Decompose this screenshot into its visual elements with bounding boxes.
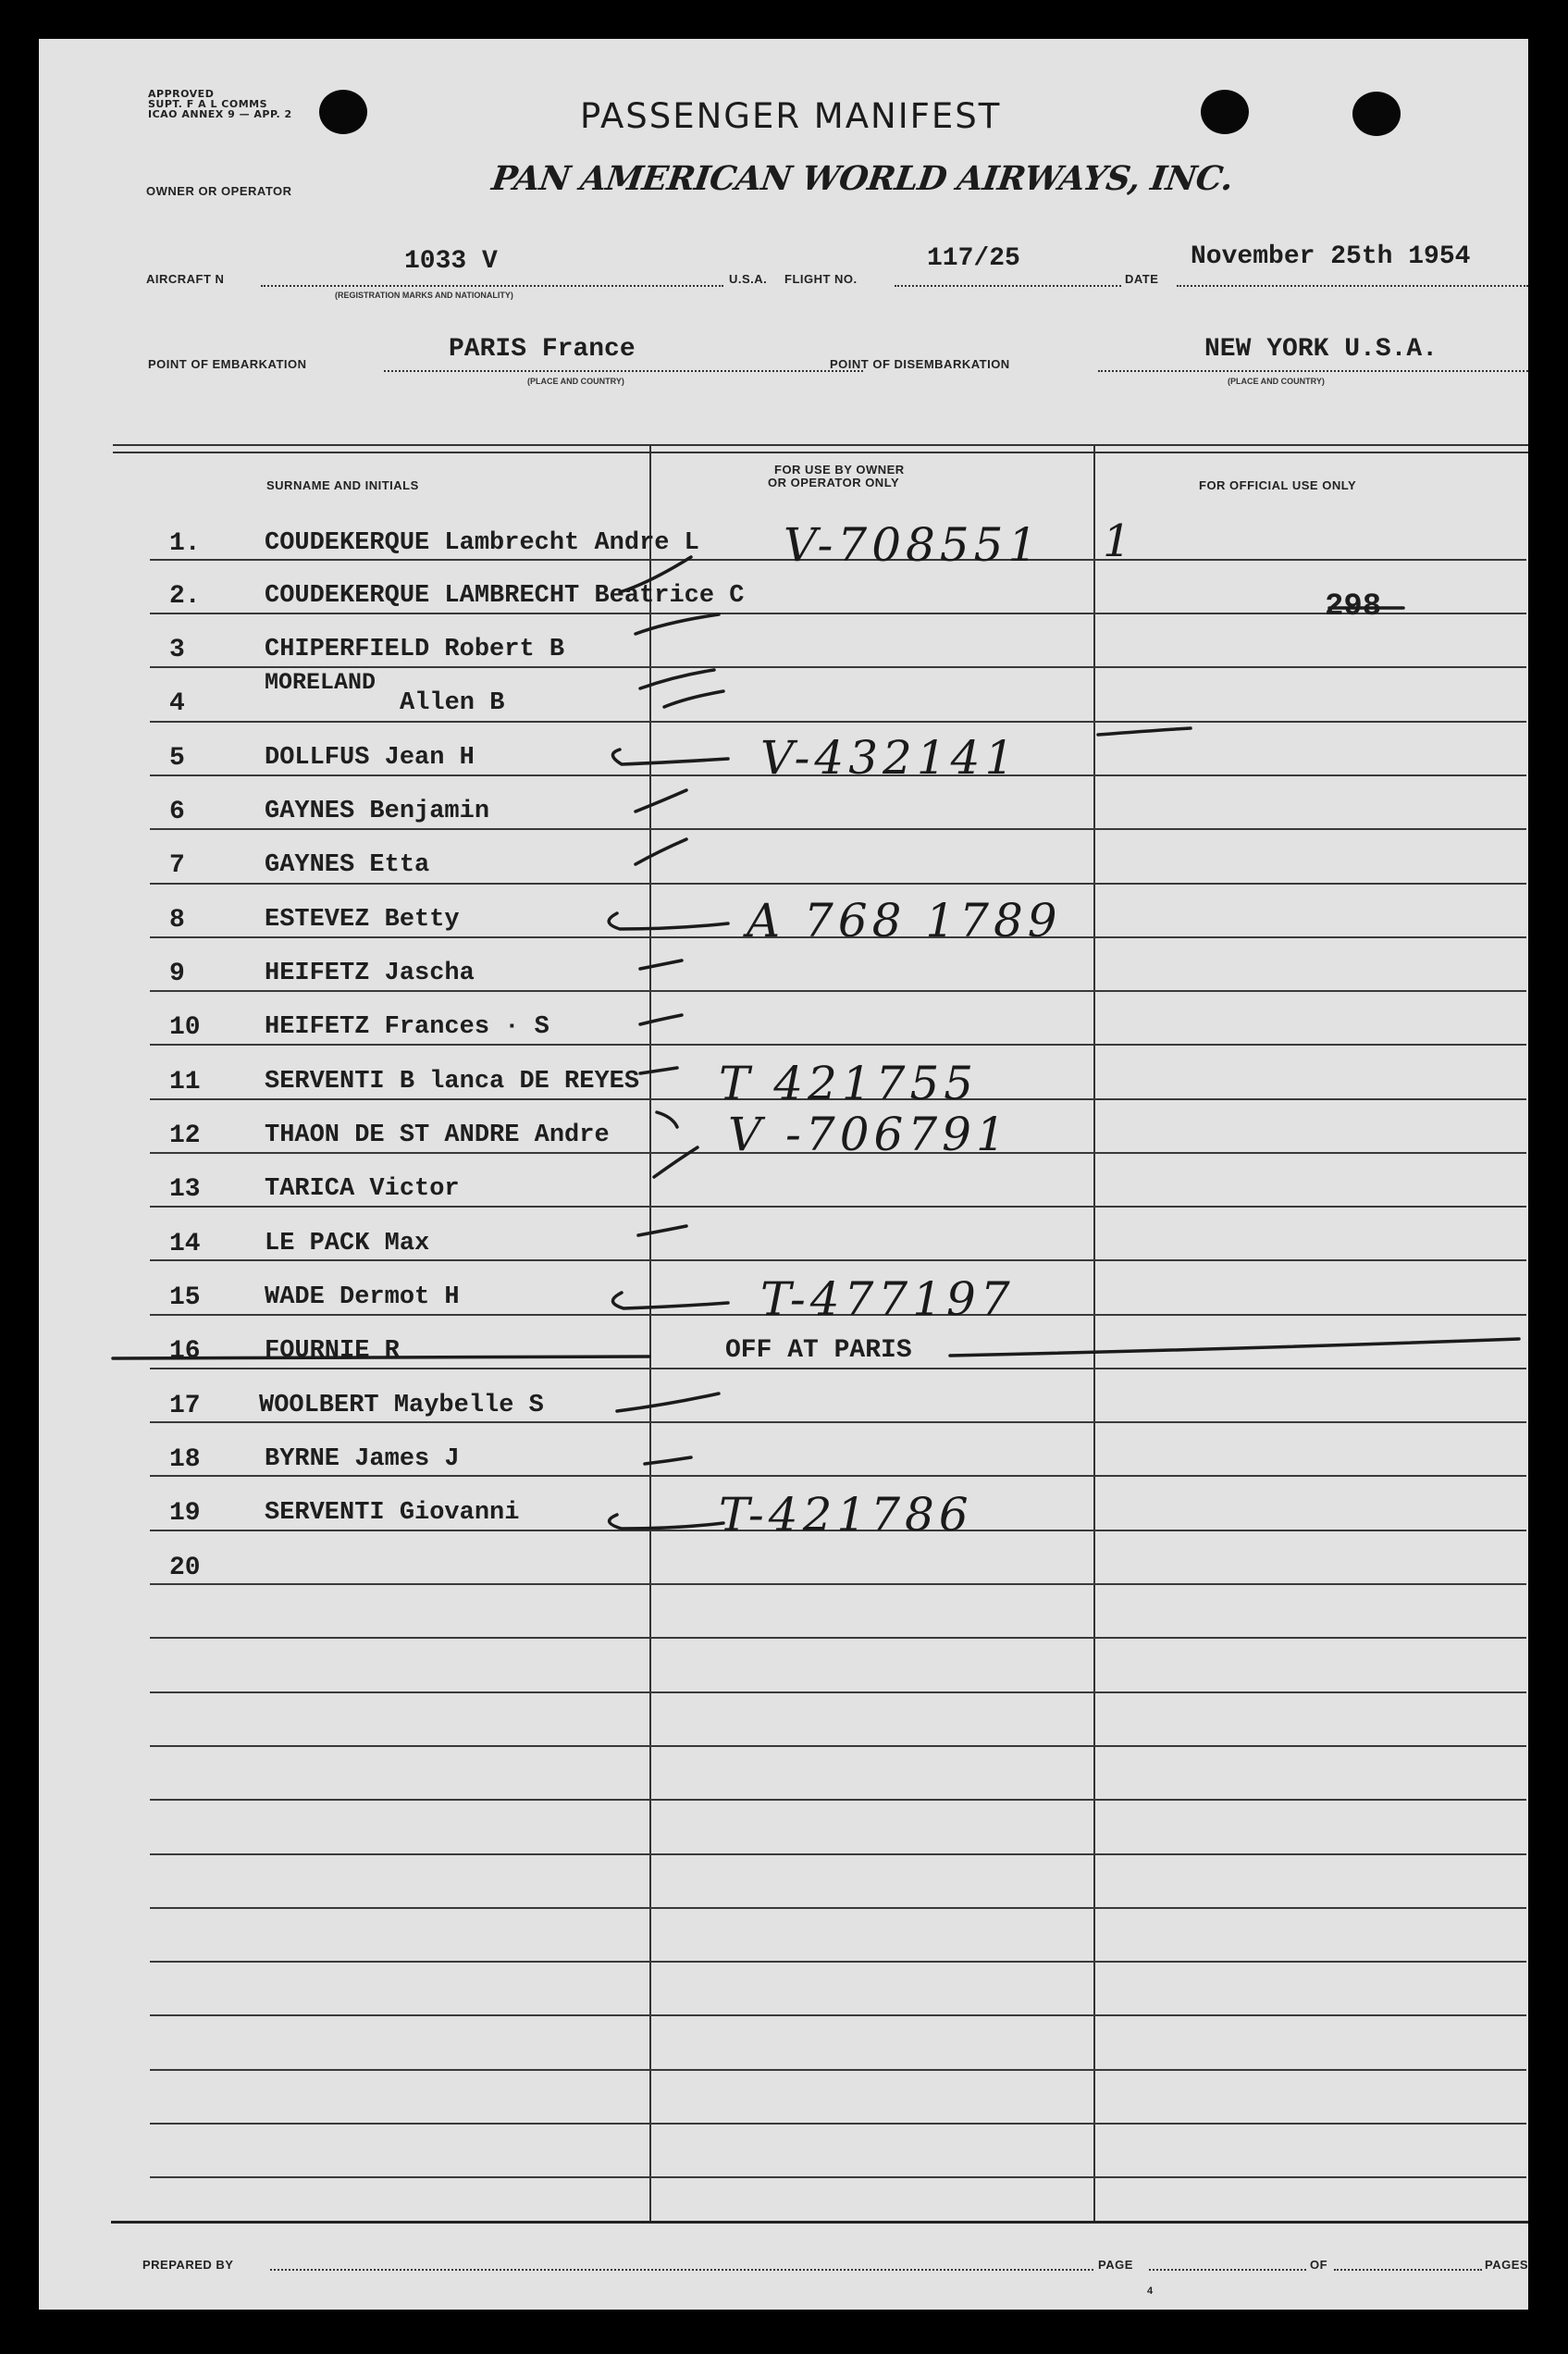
checkmark: [636, 790, 686, 812]
checkmark: [640, 960, 682, 969]
row-num: 6: [169, 798, 185, 826]
page-label: PAGE: [1098, 2258, 1133, 2272]
row-num: 8: [169, 906, 185, 935]
passenger-name: BYRNE James J: [265, 1445, 460, 1473]
row-num: 14: [169, 1230, 201, 1258]
strike-line: [1098, 728, 1191, 735]
aircraft-value: 1033 V: [404, 247, 498, 276]
passenger-name: WADE Dermot H: [265, 1283, 460, 1311]
check-c-mark: [609, 913, 728, 929]
col-header-official: FOR OFFICIAL USE ONLY: [1199, 478, 1357, 492]
passenger-name-overtype: MORELAND: [265, 669, 377, 696]
checkmark: [640, 1015, 682, 1024]
row-num: 17: [169, 1392, 201, 1420]
row-num-struck: 16: [169, 1337, 201, 1366]
passenger-name-struck: FOURNIE R: [265, 1337, 400, 1365]
strike-line: [950, 1339, 1519, 1356]
aircraft-label: AIRCRAFT N: [146, 272, 225, 286]
page-number-mark: 4: [1147, 2286, 1154, 2297]
passenger-name: LE PACK Max: [265, 1230, 430, 1258]
passenger-name: HEIFETZ Jascha: [265, 960, 475, 987]
check-c-mark: [612, 1293, 728, 1308]
row-num: 18: [169, 1445, 201, 1474]
disembark-sublabel: (PLACE AND COUNTRY): [1228, 377, 1325, 386]
passenger-name: HEIFETZ Frances · S: [265, 1013, 549, 1041]
country-label: U.S.A.: [729, 272, 768, 286]
passenger-name: COUDEKERQUE LAMBRECHT Beatrice C: [265, 582, 745, 610]
owner-note: V-432141: [760, 731, 1019, 785]
embark-label: POINT OF EMBARKATION: [148, 357, 307, 371]
row-num: 7: [169, 851, 185, 880]
row-num: 9: [169, 960, 185, 988]
strike-line: [113, 1357, 649, 1358]
owner-note: V -706791: [728, 1108, 1010, 1161]
flight-label: FLIGHT NO.: [784, 272, 858, 286]
checkmark: [654, 1147, 698, 1177]
passenger-name: TARICA Victor: [265, 1175, 460, 1203]
flight-value: 117/25: [927, 244, 1020, 273]
row-num: 19: [169, 1499, 201, 1528]
disembark-label: POINT OF DISEMBARKATION: [830, 357, 1010, 371]
checkmark: [657, 1112, 677, 1127]
owner-note: T 421755: [719, 1057, 979, 1110]
checkmark: [664, 691, 723, 707]
row-num: 10: [169, 1013, 201, 1042]
official-note: 1: [1103, 515, 1136, 567]
row-num: 15: [169, 1283, 201, 1312]
passenger-name: COUDEKERQUE Lambrecht Andre L: [265, 529, 699, 557]
checkmark: [617, 1394, 719, 1411]
passenger-name: GAYNES Etta: [265, 851, 430, 879]
passenger-name: SERVENTI B lanca DE REYES: [265, 1068, 640, 1096]
date-value: November 25th 1954: [1191, 242, 1471, 271]
checkmark: [640, 1068, 677, 1073]
owner-note: V-708551: [784, 518, 1043, 572]
manifest-page: [39, 39, 1528, 2310]
row-num: 13: [169, 1175, 201, 1204]
row-num: 20: [169, 1554, 201, 1582]
col-header-owner-1: FOR USE BY OWNER: [774, 463, 905, 477]
passenger-name: THAON DE ST ANDRE Andre: [265, 1121, 610, 1149]
row-num: 1.: [169, 529, 201, 558]
passenger-name: DOLLFUS Jean H: [265, 744, 475, 772]
checkmark: [636, 839, 686, 864]
date-label: DATE: [1125, 272, 1159, 286]
row-num: 12: [169, 1121, 201, 1150]
owner-note: T-421786: [719, 1488, 973, 1542]
form-title: PASSENGER MANIFEST: [580, 96, 1002, 136]
row-num: 4: [169, 689, 185, 718]
checkmark: [645, 1457, 691, 1464]
embark-value: PARIS France: [449, 335, 636, 364]
checkmark: [640, 670, 714, 688]
row-num: 11: [169, 1068, 201, 1096]
aircraft-sublabel: (REGISTRATION MARKS AND NATIONALITY): [335, 291, 513, 300]
official-number: 298: [1325, 589, 1382, 625]
check-c-mark: [612, 750, 728, 764]
col-header-owner-2: OR OPERATOR ONLY: [768, 476, 900, 489]
passenger-name: SERVENTI Giovanni: [265, 1499, 520, 1527]
row-num: 3: [169, 636, 185, 664]
checkmark: [636, 614, 719, 634]
embark-sublabel: (PLACE AND COUNTRY): [527, 377, 624, 386]
passenger-name: GAYNES Benjamin: [265, 798, 490, 825]
row-num: 2.: [169, 582, 201, 611]
approval-stamp: APPROVED SUPT. F A L COMMS ICAO ANNEX 9 — APP. 2: [148, 88, 292, 120]
prepared-by-label: PREPARED BY: [142, 2258, 234, 2272]
check-c-mark: [610, 1515, 723, 1529]
passenger-name: Allen B: [400, 689, 505, 717]
off-at-paris-note: OFF AT PARIS: [725, 1336, 912, 1365]
passenger-name: ESTEVEZ Betty: [265, 906, 460, 934]
owner-label: OWNER OR OPERATOR: [146, 184, 292, 198]
handwritten-marks: [39, 39, 1528, 2310]
disembark-value: NEW YORK U.S.A.: [1204, 335, 1438, 364]
pages-label: PAGES: [1485, 2258, 1529, 2272]
col-header-names: SURNAME AND INITIALS: [266, 478, 419, 492]
passenger-name: WOOLBERT Maybelle S: [259, 1392, 544, 1419]
passenger-name: CHIPERFIELD Robert B: [265, 636, 565, 663]
owner-note: T-477197: [760, 1272, 1015, 1326]
checkmark: [620, 557, 691, 592]
row-num: 5: [169, 744, 185, 773]
owner-note: A 768 1789: [747, 894, 1062, 948]
of-label: OF: [1310, 2258, 1328, 2272]
checkmark: [638, 1226, 686, 1235]
operator-name: PAN AMERICAN WORLD AIRWAYS, INC.: [489, 159, 1236, 198]
